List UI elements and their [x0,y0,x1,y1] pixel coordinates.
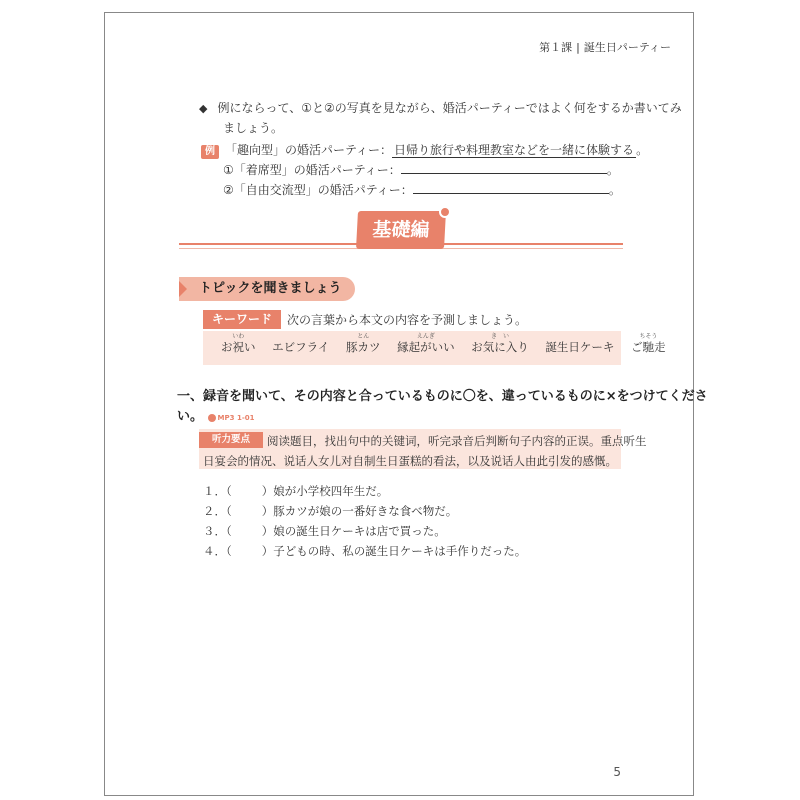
topic-banner: トピックを聞きましょう [179,277,355,301]
mp3-audio-link[interactable] [208,414,255,422]
item-text: 子どもの時、私の誕生日ケーキは手作りだった。 [273,544,527,558]
example-badge: 例 [201,145,219,159]
keyword-text: 豚カツ [345,340,381,354]
audio-disc-icon [208,414,216,422]
keyword-text: エビフライ [272,340,330,354]
exercise-item-3 [203,523,446,539]
keyword-item [545,340,614,354]
exercise-item-4 [203,543,526,559]
diamond-bullet-icon: ◆ [199,102,208,115]
keyword-item [272,340,329,354]
exercise-item-1 [203,483,388,499]
answer-item-1 [223,161,619,178]
keyword-text: お気に入り [471,340,529,354]
answer-item-2-label: ②「自由交流型」の婚活パティー： [223,183,413,197]
section-badge: 基礎編 [356,211,446,249]
lesson-number: 第１課 [539,41,573,54]
question-text: 例にならって、①と②の写真を見ながら、婚活パーティーではよく何をするか書いてみ [217,101,682,115]
lesson-title: 誕生日パーティー [583,41,671,54]
keyword-item [471,333,529,354]
keyword-item [345,333,381,354]
item-paren-close: ） [261,484,274,498]
item-paren-close: ） [261,504,274,518]
keyword-text: ご馳走 [631,340,666,354]
keyword-ruby: き い [491,333,510,340]
keyword-ruby: いわ [232,333,245,340]
answer-blank-1[interactable] [401,161,607,174]
keyword-item [631,333,666,354]
example-answer: 日帰り旅行や料理教室などを一緒に体験する [394,143,635,157]
header-separator: | [576,41,580,54]
badge-dot-icon [439,206,451,218]
keyword-text: 縁起がいい [397,340,455,354]
keyword-ruby: えんぎ [416,333,435,340]
banner-arrow-icon [179,281,187,297]
item-number: １．（ [203,484,232,498]
keyword-text: 誕生日ケーキ [545,340,615,354]
item-number: ３．（ [203,524,232,538]
keyword-list [221,333,666,355]
exercise-item-2 [203,503,457,519]
running-header [539,39,671,55]
item-number: ２．（ [203,504,232,518]
item-paren-close: ） [261,544,274,558]
item-number: ４．（ [203,544,232,558]
tip-line-1: 阅读题目，找出句中的关键词，听完录音后判断句子内容的正误。重点听生 [267,434,647,448]
exercise-title-line-2 [177,405,254,424]
item-text: 娘の誕生日ケーキは店で買った。 [273,524,446,538]
answer-item-2-end: 。 [608,183,621,197]
answer-blank-2[interactable] [413,181,609,194]
item-text: 豚カツが娘の一番好きな食べ物だ。 [273,504,458,518]
question-line-1 [199,99,682,116]
item-paren-close: ） [261,524,274,538]
example-line [201,141,648,159]
page-number: 5 [613,765,621,779]
answer-item-1-label: ①「着席型」の婚活パーティー： [223,163,401,177]
answer-item-2 [223,181,621,198]
keyword-text: お祝い [221,340,256,354]
mp3-label: MP3 1-01 [217,414,255,422]
answer-item-1-end: 。 [606,163,619,177]
example-end: 。 [636,143,649,157]
example-prefix: 「趣向型」の婚活パーティー： [225,143,393,157]
question-line-2: ましょう。 [223,121,284,135]
tip-line-2: 日宴会的情况、说话人女儿对自制生日蛋糕的看法，以及说话人由此引发的感慨。 [203,454,617,468]
listening-tip-badge: 听力要点 [199,432,263,448]
keyword-ruby: とん [357,333,370,340]
keyword-item [221,333,256,354]
exercise-title-line-1: 一、録音を聞いて、その内容と合っているものに〇を、違っているものに×をつけてくださ [177,389,708,404]
keyword-instruction: 次の言葉から本文の内容を予測しましょう。 [287,313,528,327]
keyword-ruby: ちそう [639,333,658,340]
item-text: 娘が小学校四年生だ。 [273,484,389,498]
exercise-title-end: い。 [177,409,204,424]
textbook-page [104,12,708,796]
keyword-item [397,333,455,354]
keyword-badge: キーワード [203,310,281,329]
